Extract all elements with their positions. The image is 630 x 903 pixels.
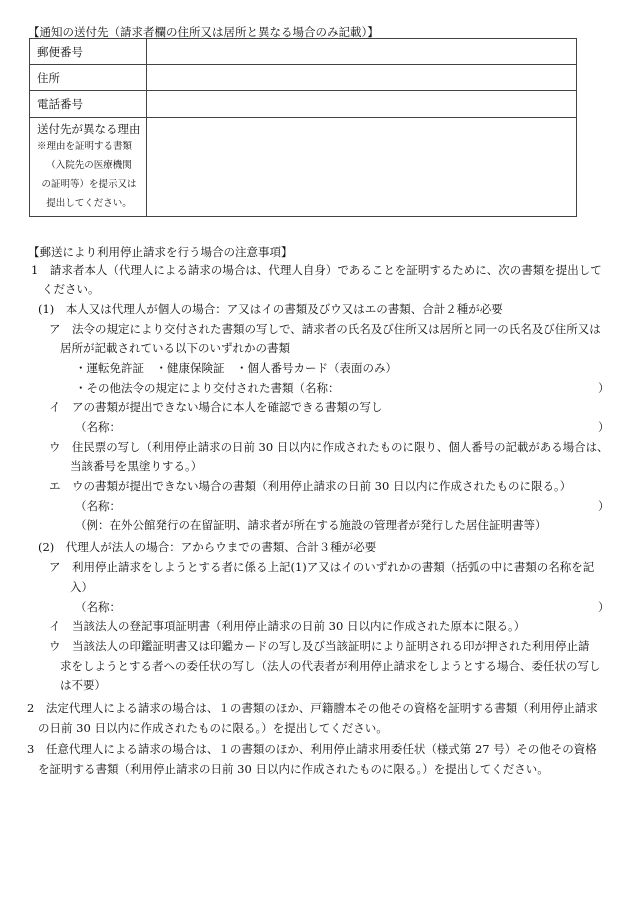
table-row <box>30 39 577 65</box>
close-paren: ） <box>598 381 610 395</box>
note-line: イ 当該法人の登記事項証明書（利用停止請求の日前 30 日以内に作成された原本に限る。） <box>49 619 526 633</box>
table-row <box>30 91 577 118</box>
note-line: （名称： <box>75 600 121 614</box>
reason-label-cell <box>30 118 147 217</box>
phone-label: 電話番号 <box>30 91 147 118</box>
note-line: 求をしようとする者への委任状の写し（法人の代表者が利用停止請求をしようとする場合、委任状の写し <box>60 659 601 673</box>
note-line: エ ウの書類が提出できない場合の書類（利用停止請求の日前 30 日以内に作成されたものに限る。） <box>49 479 572 493</box>
note-line: （名称： <box>75 499 121 513</box>
close-paren: ） <box>598 600 610 614</box>
note-line: 居所が記載されている以下のいずれかの書類 <box>60 341 290 355</box>
notice-destination-table <box>29 38 577 217</box>
table-row <box>30 118 577 217</box>
note-line: （名称： <box>75 420 121 434</box>
note-line: ウ 住民票の写し（利用停止請求の日前 30 日以内に作成されたものに限り、個人番号の記載がある場合は、 <box>49 440 609 454</box>
note-line: ア 利用停止請求をしようとする者に係る上記(1)ア又はイのいずれかの書類（括弧の中に書類の名称を記 <box>49 560 595 574</box>
note-line: の日前 30 日以内に作成されたものに限る。）を提出してください。 <box>38 721 388 735</box>
address-label: 住所 <box>30 65 147 91</box>
note-line: 3 任意代理人による請求の場合は、１の書類のほか、利用停止請求用委任状（様式第 27 号）その他その資格 <box>27 742 597 756</box>
postal-code-field[interactable] <box>147 39 577 65</box>
reason-note-line: （入院先の医療機関 <box>46 160 132 171</box>
note-line: ウ 当該法人の印鑑証明書又は印鑑カードの写し及び当該証明により証明される印が押された利用停止請 <box>49 639 590 653</box>
note-line: 1 請求者本人（代理人による請求の場合は、代理人自身）であることを証明するために、次の書類を提出して <box>31 263 602 277</box>
reason-label: 送付先が異なる理由 <box>37 122 141 136</box>
mail-request-notes-title: 【郵送により利用停止請求を行う場合の注意事項】 <box>28 245 293 259</box>
note-line: ・その他法令の規定により交付された書類（名称： <box>75 381 340 395</box>
note-line: (1) 本人又は代理人が個人の場合：ア又はイの書類及びウ又はエの書類、合計２種が必要 <box>38 302 503 316</box>
note-line: 2 法定代理人による請求の場合は、１の書類のほか、戸籍謄本その他その資格を証明する書類（利用停止請求 <box>27 701 598 715</box>
reason-note-line: ※理由を証明する書類 <box>37 141 133 152</box>
address-field[interactable] <box>147 65 577 91</box>
note-line: を証明する書類（利用停止請求の日前 30 日以内に作成されたものに限る。）を提出してください。 <box>38 762 549 776</box>
reason-note-line: 提出してください。 <box>46 198 132 209</box>
note-line: (2) 代理人が法人の場合：アからウまでの書類、合計３種が必要 <box>38 540 377 554</box>
phone-field[interactable] <box>147 91 577 118</box>
notice-destination-title: 【通知の送付先（請求者欄の住所又は居所と異なる場合のみ記載）】 <box>28 25 379 39</box>
reason-field[interactable] <box>147 118 577 217</box>
note-line: ア 法令の規定により交付された書類の写しで、請求者の氏名及び住所又は居所と同一の氏名及び住所又は <box>49 322 601 336</box>
reason-note <box>37 137 146 213</box>
note-line: ・運転免許証 ・健康保険証 ・個人番号カード（表面のみ） <box>75 361 397 375</box>
note-line: 入） <box>70 580 93 594</box>
table-row <box>30 65 577 91</box>
postal-code-label: 郵便番号 <box>30 39 147 65</box>
reason-note-line: の証明等）を提示又は <box>41 179 137 190</box>
close-paren: ） <box>598 420 610 434</box>
note-line: イ アの書類が提出できない場合に本人を確認できる書類の写し <box>49 400 383 414</box>
close-paren: ） <box>598 499 610 513</box>
note-line: ください。 <box>42 282 100 296</box>
note-line: は不要） <box>60 678 106 692</box>
note-line: 当該番号を黒塗りする。） <box>70 459 203 473</box>
note-line: （例：在外公館発行の在留証明、請求者が所在する施設の管理者が発行した居住証明書等） <box>75 518 547 532</box>
